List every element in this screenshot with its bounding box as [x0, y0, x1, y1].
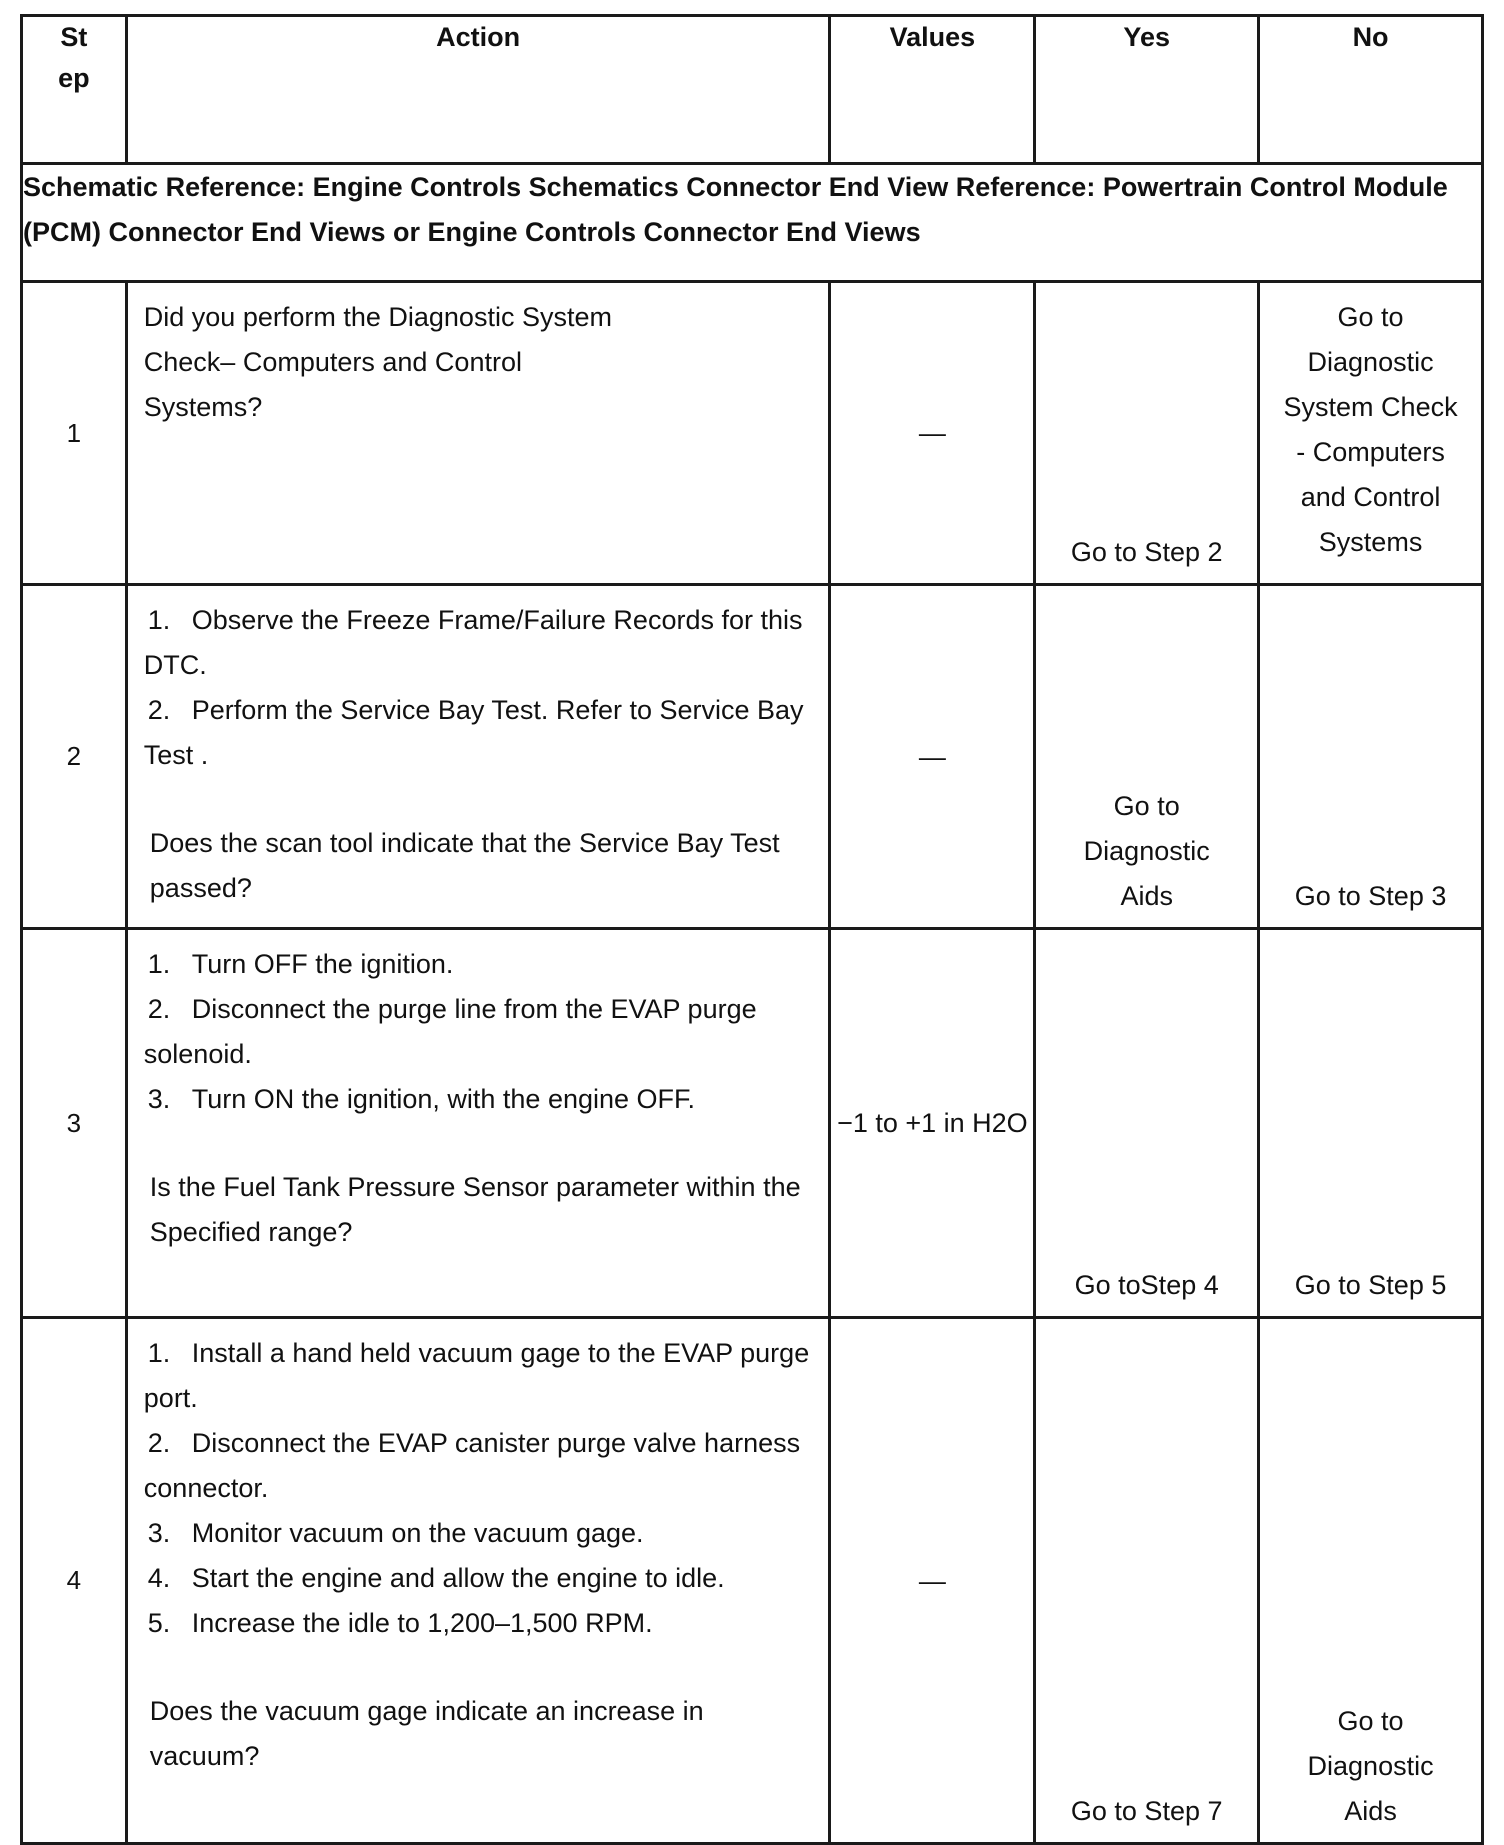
yes-cell: [1035, 282, 1259, 585]
table-row: [22, 282, 1483, 585]
action-cell: [126, 282, 830, 585]
reference-row: [22, 164, 1483, 282]
table-row: [22, 585, 1483, 929]
action-item: 3. Monitor vacuum on the vacuum gage.: [147, 1518, 644, 1548]
action-cell: [126, 585, 830, 929]
action-item: 2. Disconnect the purge line from the EVAP purge solenoid.: [143, 994, 757, 1069]
yes-cell: [1035, 1318, 1259, 1844]
header-action: Action: [126, 16, 830, 164]
values-cell: —: [830, 1318, 1035, 1844]
diagnostic-table: [20, 14, 1484, 1845]
no-link[interactable]: Go to Step 3: [1294, 881, 1447, 911]
values-cell: —: [830, 282, 1035, 585]
action-item: 2. Disconnect the EVAP canister purge valve harness connector.: [143, 1428, 801, 1503]
yes-link[interactable]: Go to Step 7: [1070, 1796, 1223, 1826]
table-row: [22, 929, 1483, 1318]
action-item: 5. Increase the idle to 1,200–1,500 RPM.: [147, 1608, 653, 1638]
action-item: 2. Perform the Service Bay Test. Refer to Service Bay Test .: [143, 695, 804, 770]
yes-cell: [1035, 585, 1259, 929]
schematic-reference: Schematic Reference: Engine Controls Schematics Connector End View Reference: Powertrain Control Module (PCM) Connector End Views or Engine Controls Connector End Views: [22, 164, 1483, 282]
action-question: Does the scan tool indicate that the Service Bay Test passed?: [149, 828, 780, 903]
yes-link[interactable]: Go toStep 4: [1074, 1270, 1219, 1300]
action-cell: [126, 929, 830, 1318]
step-number: 2: [22, 585, 127, 929]
no-cell: [1259, 282, 1483, 585]
step-number: 1: [22, 282, 127, 585]
action-item: 1. Install a hand held vacuum gage to the EVAP purge port.: [143, 1338, 810, 1413]
action-cell: [126, 1318, 830, 1844]
header-no: No: [1259, 16, 1483, 164]
table-row: [22, 1318, 1483, 1844]
no-cell: [1259, 1318, 1483, 1844]
action-item: 3. Turn ON the ignition, with the engine OFF.: [147, 1084, 696, 1114]
step-number: 3: [22, 929, 127, 1318]
action-item: 4. Start the engine and allow the engine to idle.: [147, 1563, 725, 1593]
header-yes: Yes: [1035, 16, 1259, 164]
no-cell: [1259, 929, 1483, 1318]
action-item: 1. Turn OFF the ignition.: [147, 949, 454, 979]
no-link[interactable]: Go to Diagnostic System Check - Computers and Control Systems: [1283, 302, 1458, 557]
yes-link[interactable]: Go to Diagnostic Aids: [1083, 791, 1210, 911]
values-cell: −1 to +1 in H2O: [830, 929, 1035, 1318]
header-values: Values: [830, 16, 1035, 164]
yes-link[interactable]: Go to Step 2: [1070, 537, 1223, 567]
action-item: 1. Observe the Freeze Frame/Failure Records for this DTC.: [143, 605, 803, 680]
no-link[interactable]: Go to Diagnostic Aids: [1307, 1706, 1434, 1826]
action-text: Did you perform the Diagnostic System Check– Computers and Control Systems?: [143, 302, 612, 422]
step-number: 4: [22, 1318, 127, 1844]
header-row: [22, 16, 1483, 164]
action-question: Is the Fuel Tank Pressure Sensor parameter within the Specified range?: [149, 1172, 801, 1247]
no-link[interactable]: Go to Step 5: [1294, 1270, 1447, 1300]
yes-cell: [1035, 929, 1259, 1318]
values-cell: —: [830, 585, 1035, 929]
action-question: Does the vacuum gage indicate an increase in vacuum?: [149, 1696, 704, 1771]
header-step: St ep: [22, 16, 127, 164]
no-cell: [1259, 585, 1483, 929]
